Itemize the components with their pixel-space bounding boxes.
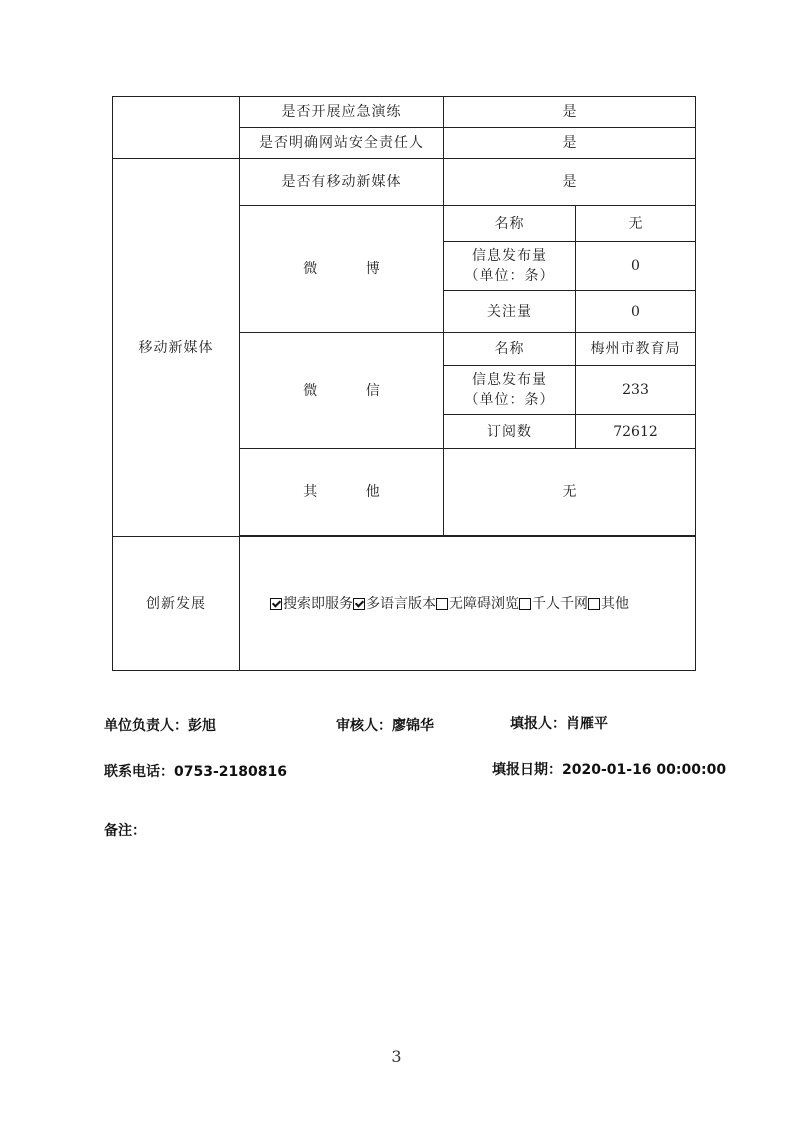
innovation-options xyxy=(240,537,696,671)
other-value: 无 xyxy=(444,449,696,536)
has-mobile-label: 是否有移动新媒体 xyxy=(240,159,444,206)
weibo-name-label: 名称 xyxy=(444,206,576,242)
page-number: 3 xyxy=(391,1047,402,1066)
option-personalized[interactable]: 千人千网 xyxy=(519,596,588,612)
checkbox-checked-icon[interactable] xyxy=(353,598,365,610)
weibo-posts-label: 信息发布量 （单位：条） xyxy=(444,242,576,291)
filler: 填报人：肖雁平 xyxy=(510,716,608,732)
wechat-posts-label: 信息发布量 （单位：条） xyxy=(444,366,576,415)
security-owner-value: 是 xyxy=(444,128,696,159)
wechat-subs-value: 72612 xyxy=(576,415,696,449)
remarks-label: 备注： xyxy=(104,823,146,839)
wechat-subs-label: 订阅数 xyxy=(444,415,576,449)
other-label: 其 他 xyxy=(240,449,444,536)
option-accessibility[interactable]: 无障碍浏览 xyxy=(436,596,519,612)
drill-value: 是 xyxy=(444,97,696,128)
weibo-label: 微 博 xyxy=(240,206,444,333)
option-other[interactable]: 其他 xyxy=(588,596,629,612)
checkbox-unchecked-icon[interactable] xyxy=(436,598,448,610)
option-search-as-service[interactable]: 搜索即服务 xyxy=(270,596,353,612)
weibo-name-value: 无 xyxy=(576,206,696,242)
drill-label: 是否开展应急演练 xyxy=(240,97,444,128)
wechat-posts-value: 233 xyxy=(576,366,696,415)
checkbox-unchecked-icon[interactable] xyxy=(519,598,531,610)
reviewer: 审核人：廖锦华 xyxy=(336,718,434,734)
report-table xyxy=(112,96,696,671)
contact-phone: 联系电话：0753-2180816 xyxy=(104,764,287,780)
option-multi-language[interactable]: 多语言版本 xyxy=(353,596,436,612)
unit-head: 单位负责人：彭旭 xyxy=(104,718,216,734)
checkbox-unchecked-icon[interactable] xyxy=(588,598,600,610)
checkbox-checked-icon[interactable] xyxy=(270,598,282,610)
weibo-posts-value: 0 xyxy=(576,242,696,291)
weibo-follow-label: 关注量 xyxy=(444,291,576,333)
security-owner-label: 是否明确网站安全责任人 xyxy=(240,128,444,159)
mobile-section-label: 移动新媒体 xyxy=(113,159,240,537)
fill-date: 填报日期：2020-01-16 00:00:00 xyxy=(492,762,727,778)
blank-section-cell xyxy=(113,97,240,159)
innovation-label: 创新发展 xyxy=(113,537,240,671)
weibo-follow-value: 0 xyxy=(576,291,696,333)
wechat-name-label: 名称 xyxy=(444,333,576,366)
wechat-name-value: 梅州市教育局 xyxy=(576,333,696,366)
has-mobile-value: 是 xyxy=(444,159,696,206)
wechat-label: 微 信 xyxy=(240,333,444,449)
